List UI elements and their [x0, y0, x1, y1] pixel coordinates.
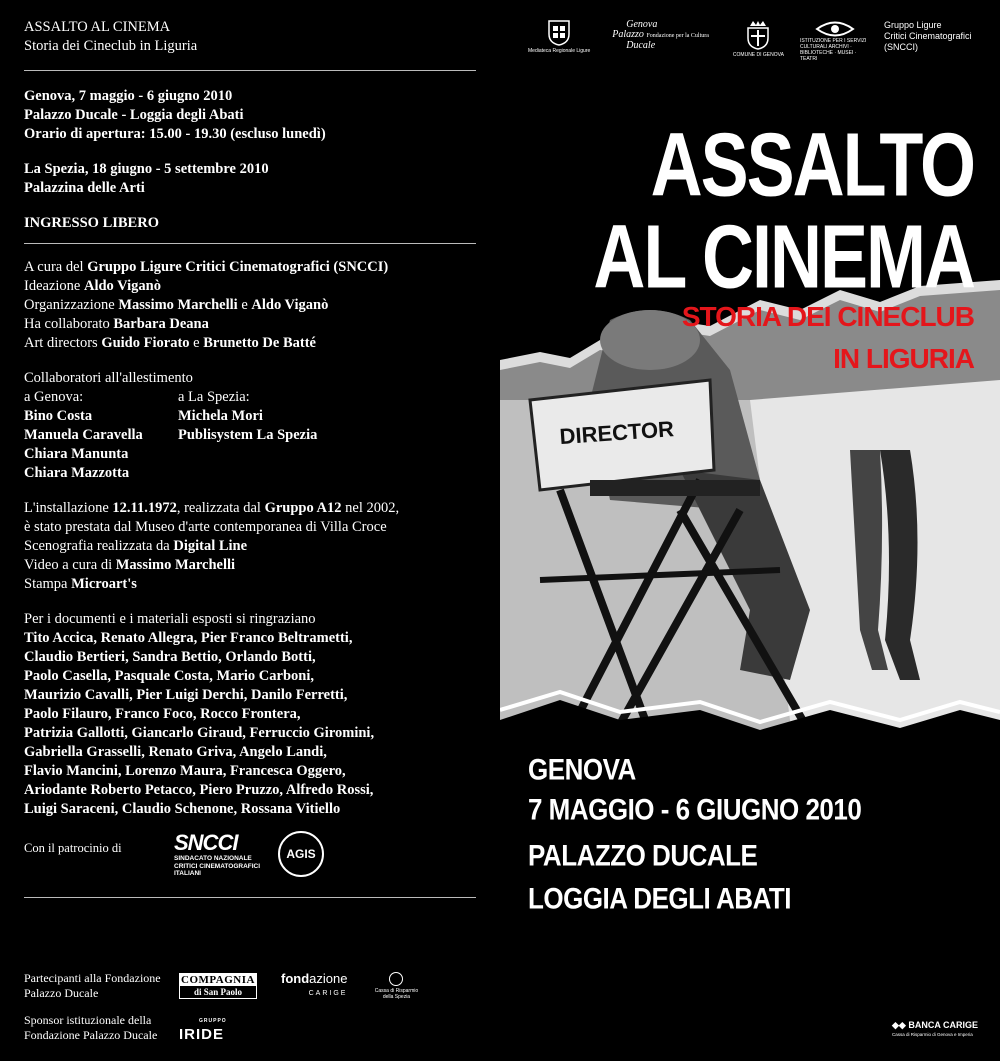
ingresso-libero: INGRESSO LIBERO: [24, 215, 159, 231]
collab-name: Publisystem La Spezia: [178, 427, 318, 443]
carige-diamond-icon: ◆◆: [892, 1020, 906, 1030]
genova-hours: Orario di apertura: 15.00 - 19.30 (escluso lunedì): [24, 126, 326, 142]
palazzo-ducale-logo: Genova Palazzo Fondazione per la Cultura Ducale: [612, 19, 709, 51]
info-loggia: LOGGIA DEGLI ABATI: [528, 881, 792, 916]
eye-icon: [815, 20, 855, 38]
sponsor-label: Sponsor istituzionale della Fondazione Palazzo Ducale: [24, 1013, 158, 1042]
laspezia-venue: Palazzina delle Arti: [24, 180, 145, 196]
credit-line: Ha collaborato Barbara Deana: [24, 316, 209, 332]
credit-line: Organizzazione Massimo Marchelli e Aldo Viganò: [24, 297, 329, 313]
thanks-list: Tito Accica, Renato Allegra, Pier Franco Beltrametti, Claudio Bertieri, Sandra Bettio, Orlando Botti, Paolo Casella, Pasquale Costa, Mario Carboni, Maurizio Cavalli, Pier Luigi Derchi, Danilo Ferretti, Paolo Filauro, Franco Foco, Rocco Frontera, Patrizia Gallotti, Giancarlo Giraud, Ferruccio Giromini, Gabriella Grasselli, Renato Griva, Angelo Landi, Flavio Mancini, Lorenzo Maura, Francesca Oggero, Ariodante Roberto Petacco, Piero Pruzzo, Alfredo Rossi, Luigi Saraceni, Claudio Schenone, Rossana Vitiello: [24, 630, 375, 817]
sncci-logo: SNCCI SINDACATO NAZIONALE CRITICI CINEMATOGRAFICI ITALIANI: [174, 830, 261, 877]
cassa-icon: [389, 972, 403, 986]
left-column: [24, 18, 476, 898]
subtitle-line1: STORIA DEI CINECLUB: [681, 301, 974, 332]
comune-genova-logo: COMUNE DI GENOVA: [733, 20, 784, 58]
comune-crest-icon: [744, 20, 772, 50]
collab-title: Collaboratori all'allestimento: [24, 370, 193, 386]
gruppo-ligure-logo: Gruppo Ligure Critici Cinematografici (SNCCI): [883, 20, 972, 52]
iride-logo: GRUPPO IRIDE: [179, 1018, 227, 1043]
sponsors: [24, 966, 476, 1048]
cassa-risparmio-logo: Cassa di Risparmio della Spezia: [371, 972, 421, 1000]
collab-name: Bino Costa: [24, 408, 93, 424]
patrocinio-label: Con il patrocinio di: [24, 841, 122, 855]
sponsor-row: [24, 1008, 476, 1048]
credit-line: Art directors Guido Fiorato e Brunetto De Batté: [24, 335, 316, 351]
collab-name: Chiara Manunta: [24, 446, 129, 462]
header-subtitle: Storia dei Cineclub in Liguria: [24, 38, 198, 54]
credit-line: A cura del Gruppo Ligure Critici Cinematografici (SNCCI): [24, 259, 389, 275]
info-venue: PALAZZO DUCALE: [528, 838, 758, 873]
subtitle-line2: IN LIGURIA: [833, 343, 974, 374]
compagnia-san-paolo-logo: COMPAGNIA di San Paolo: [179, 973, 257, 999]
collab-columns: [24, 388, 476, 483]
collab-name: Manuela Caravella: [24, 427, 143, 443]
patrocinio: [24, 831, 476, 893]
institution-logos: [528, 20, 988, 70]
regione-shield-icon: [548, 20, 570, 46]
partecipanti-label: Partecipanti alla Fondazione Palazzo Ducale: [24, 971, 161, 1000]
collab-name: Chiara Mazzotta: [24, 465, 130, 481]
credit-line: Ideazione Aldo Viganò: [24, 278, 161, 294]
main-title-line2: AL CINEMA: [593, 207, 974, 308]
installation-info: L'installazione 12.11.1972, realizzata dal Gruppo A12 nel 2002, è stato prestata dal Museo d'arte contemporanea di Villa Croce Scenografia realizzata da Digital Line Video a cura di Massimo Marchelli Stampa Microart's: [24, 500, 400, 592]
info-dates: 7 MAGGIO - 6 GIUGNO 2010: [528, 792, 862, 827]
laspezia-dates: La Spezia, 18 giugno - 5 settembre 2010: [24, 161, 269, 177]
main-title-line1: ASSALTO: [650, 115, 974, 216]
collab-spezia-label: a La Spezia:: [178, 389, 250, 405]
collab-name: Michela Mori: [178, 408, 263, 424]
fondazione-carige-logo: fondazione CARIGE: [281, 971, 348, 997]
partecipanti-row: [24, 966, 476, 1006]
genova-venue: Palazzo Ducale - Loggia degli Abati: [24, 107, 244, 123]
regione-logo: Mediateca Regionale Ligure: [528, 20, 590, 54]
thanks-title: Per i documenti e i materiali esposti si ringraziano: [24, 611, 316, 627]
genova-dates: Genova, 7 maggio - 6 giugno 2010: [24, 88, 233, 104]
agis-logo: AGIS: [278, 831, 324, 877]
banca-carige-logo: ◆◆ BANCA CARIGE Cassa di Risparmio di Genova e Imperia: [892, 1020, 979, 1037]
info-city: GENOVA: [528, 752, 636, 787]
header-title: ASSALTO AL CINEMA: [24, 19, 171, 35]
istituzione-logo: ISTITUZIONE PER I SERVIZI CULTURALI ARCHIVI · BIBLIOTECHE · MUSEI · TEATRI: [800, 20, 870, 62]
chair-label: DIRECTOR: [558, 416, 675, 450]
collab-genova-label: a Genova:: [24, 389, 84, 405]
credits: [24, 258, 476, 353]
divider: [24, 897, 476, 898]
